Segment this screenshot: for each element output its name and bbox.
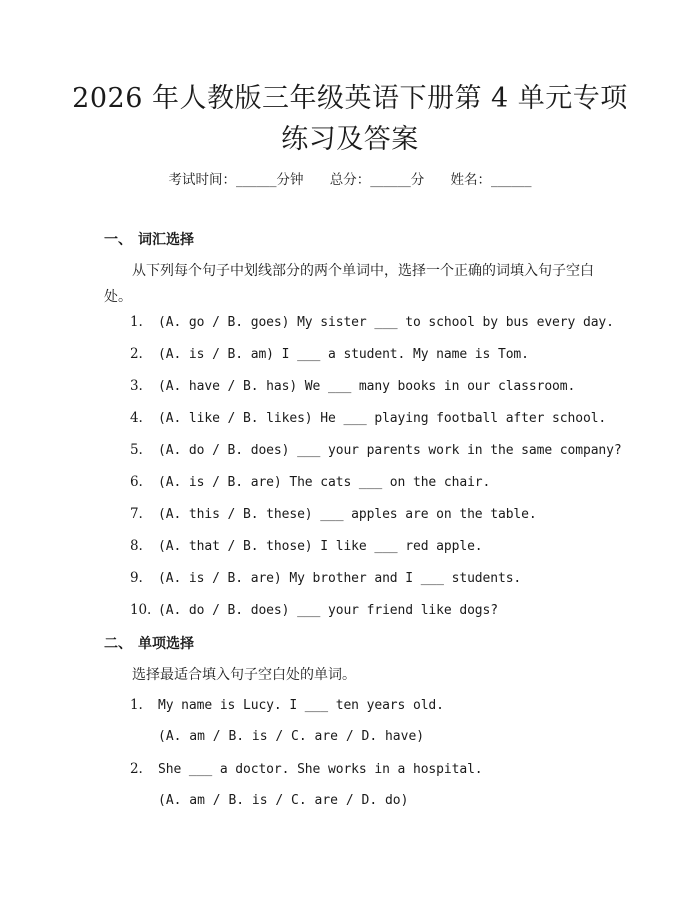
question-text: (A. do / B. does) ___ your friend like dogs? (158, 603, 498, 618)
question-text: (A. is / B. are) The cats ___ on the chair. (158, 475, 491, 490)
question-number: 2. (130, 761, 143, 777)
question (130, 538, 483, 554)
question (130, 697, 444, 713)
question-number: 4. (130, 410, 143, 426)
section-2-title: 单项选择 (138, 636, 194, 652)
section-1-heading (104, 229, 194, 249)
question (130, 442, 622, 458)
question-number: 5. (130, 442, 143, 458)
question-number: 6. (130, 474, 143, 490)
section-1-instruction: 从下列每个句子中划线部分的两个单词中，选择一个正确的词填入句子空白处。 (104, 263, 594, 305)
question (130, 410, 606, 426)
question (130, 602, 498, 618)
question-text: (A. is / B. am) I ___ a student. My name is Tom. (158, 347, 529, 362)
exam-name: 姓名：______ (450, 172, 532, 188)
exam-meta (0, 168, 700, 188)
exam-time: 考试时间：______分钟 (168, 172, 304, 188)
section-2-number: 二、 (104, 636, 132, 652)
question-number: 1. (130, 314, 143, 330)
question-text: (A. is / B. are) My brother and I ___ students. (158, 571, 522, 586)
question-options: (A. am / B. is / C. are / D. have) (158, 729, 425, 744)
question (130, 346, 529, 362)
question-number: 3. (130, 378, 143, 394)
question (130, 378, 575, 394)
question-text: (A. that / B. those) I like ___ red apple. (158, 539, 483, 554)
document-title: 2026 年人教版三年级英语下册第 4 单元专项练习及答案 (72, 83, 628, 155)
question-options: (A. am / B. is / C. are / D. do) (158, 793, 409, 808)
question-text: (A. like / B. likes) He ___ playing football after school. (158, 411, 607, 426)
question-number: 2. (130, 346, 143, 362)
question-number: 1. (130, 697, 143, 713)
question (130, 570, 521, 586)
question-number: 8. (130, 538, 143, 554)
section-1-number: 一、 (104, 232, 132, 248)
question-text: (A. have / B. has) We ___ many books in our classroom. (158, 379, 576, 394)
question (130, 761, 483, 777)
question-text: She ___ a doctor. She works in a hospital. (158, 762, 483, 777)
question (130, 506, 537, 522)
section-2-heading (104, 633, 194, 653)
section-2-instruction: 选择最适合填入句子空白处的单词。 (132, 667, 356, 683)
question-text: (A. this / B. these) ___ apples are on the table. (158, 507, 537, 522)
question (130, 474, 490, 490)
question-number: 9. (130, 570, 143, 586)
question-number: 7. (130, 506, 143, 522)
exam-score: 总分：______分 (329, 172, 425, 188)
question-text: (A. go / B. goes) My sister ___ to school by bus every day. (158, 315, 614, 330)
question-number: 10. (130, 602, 152, 618)
question-text: (A. do / B. does) ___ your parents work in the same company? (158, 443, 622, 458)
section-1-title: 词汇选择 (138, 232, 194, 248)
question (130, 314, 614, 330)
question-text: My name is Lucy. I ___ ten years old. (158, 698, 444, 713)
